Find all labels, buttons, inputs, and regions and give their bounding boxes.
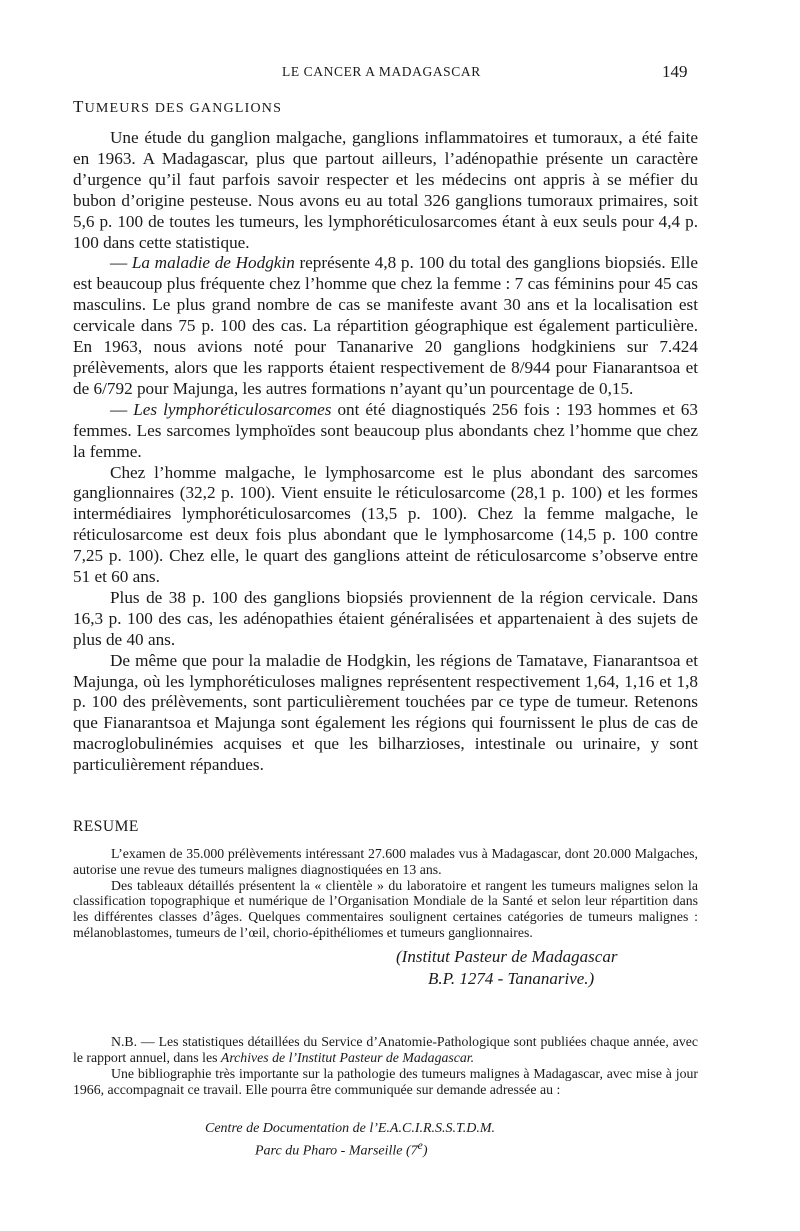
paragraph-hodgkin [73,253,698,399]
contact-line-2 [205,1137,625,1160]
resume-heading: RESUME [73,818,139,835]
affiliation-line-2: B.P. 1274 - Tananarive.) [428,969,595,988]
note-bibliography: Une bibliographie très importante sur la pathologie des tumeurs malignes à Madagascar, avec mise à jour 1966, accompagnait ce travail. Elle pourra être communiquée sur demande adressée au : [73,1066,698,1097]
dash: — [110,253,132,273]
note-nb [73,1034,698,1066]
paragraph-lymphoreticulosarcomes-text: ont été diagnostiqués 256 fois : 193 hommes et 63 femmes. Les sarcomes lymphoïdes sont beaucoup plus abondants chez l’homme que chez la femme. [73,399,698,461]
section-heading-initial: T [73,97,85,116]
resume-text [73,846,698,941]
contact-line-2-sup: e [417,1139,423,1152]
notes [73,1034,698,1098]
term-hodgkin: La maladie de Hodgkin [131,253,295,273]
dash: — [110,399,134,419]
affiliation [396,946,696,990]
note-nb-journal: Archives de l’Institut Pasteur de Madagascar. [220,1050,475,1065]
affiliation-line-1: (Institut Pasteur de Madagascar [396,947,618,966]
contact-line-1: Centre de Documentation de l’E.A.C.I.R.S.S.T.D.M. [205,1121,496,1136]
resume-paragraph-1: L’examen de 35.000 prélèvements intéressant 27.600 malades vus à Madagascar, dont 20.000 Malgaches, autorise une revue des tumeurs malignes diagnostiquées en 13 ans. [73,846,698,877]
contact-line-2-text: Parc du Pharo - Marseille (7 [255,1143,418,1159]
paragraph-intro: Une étude du ganglion malgache, ganglions inflammatoires et tumoraux, a été faite en 1963. A Madagascar, plus que partout ailleurs, l’adénopathie présente un caractère d’urgence qu’il faut parfois savoir respecter et les médecins ont appris à se méfier du bubon d’origine pesteuse. Nous avons eu au total 326 ganglions tumoraux primaires, soit 5,6 p. 100 de toutes les tumeurs, les lymphoréticulosarcomes étant à eux seuls pour 4,4 p. 100 dans cette statistique. [73,128,698,252]
paragraph-malgache-homme: Chez l’homme malgache, le lymphosarcome est le plus abondant des sarcomes ganglionnaires (32,2 p. 100). Vient ensuite le réticulosarcome (28,1 p. 100) et les formes intermédiaires lymphoréticulosarcomes (13,5 p. 100). Chez la femme malgache, le réticulosarcome est deux fois plus abondant que le lymphosarcome (14,5 p. 100 contre 7,25 p. 100). Chez elle, le quart des ganglions atteint de réticulosarcome s’observe entre 51 et 60 ans. [73,462,698,587]
section-heading [73,97,282,117]
contact-line-2-end: ) [422,1143,428,1159]
paragraph-lymphoreticulosarcomes [73,400,698,463]
body-text [73,128,698,776]
paragraph-regions: De même que pour la maladie de Hodgkin, les régions de Tamatave, Fianarantsoa et Majunga, où les lymphoréticuloses malignes représentent respectivement 1,64, 1,16 et 1,8 p. 100 des prélèvements, sont particulièrement touchées par ce type de tumeur. Retenons que Fianarantsoa et Majunga sont également les régions qui fournissent le plus de cas de macroglobulinémies acquises et que les bilharzioses, intestinale ou urinaire, y sont particulièrement répandues. [73,650,698,775]
page-number: 149 [662,62,688,81]
running-title: LE CANCER A MADAGASCAR [282,64,481,79]
note-nb-text: N.B. — Les statistiques détaillées du Service d’Anatomie-Pathologique sont publiées chaque année, avec le rapport annuel, dans les [73,1034,698,1065]
section-heading-rest: UMEURS DES GANGLIONS [84,101,283,116]
contact-address [205,1120,625,1160]
paragraph-cervicale: Plus de 38 p. 100 des ganglions biopsiés proviennent de la région cervicale. Dans 16,3 p. 100 des cas, les adénopathies étaient généralisées et appartenaient à des sujets de plus de 40 ans. [73,587,698,649]
paragraph-hodgkin-text: représente 4,8 p. 100 du total des ganglions biopsiés. Elle est beaucoup plus fréquente chez l’homme que chez la femme : 7 cas féminins pour 45 cas masculins. Le plus grand nombre de cas se manifeste avant 30 ans et la localisation est cervicale dans 75 p. 100 des cas. La répartition géographique est également particulière. En 1963, nous avions noté pour Tananarive 20 ganglions hodgkiniens sur 7.424 prélèvements, alors que les rapports étaient respectivement de 8/944 pour Fianarantsoa et de 6/792 pour Majunga, les autres formations n’ayant qu’un pourcentage de 0,15. [73,253,698,398]
page-header [0,62,800,84]
resume-paragraph-2: Des tableaux détaillés présentent la « clientèle » du laboratoire et rangent les tumeurs malignes selon la classification topographique et numérique de l’Organisation Mondiale de la Santé et selon leur répartition dans les différentes classes d’âges. Quelques commentaires soulignent certaines catégories de tumeurs malignes : mélanoblastomes, tumeurs de l’œil, chorio-épithéliomes et tumeurs ganglionnaires. [73,877,698,940]
term-lymphoreticulosarcomes: Les lymphoréticulosarcomes [133,399,332,419]
